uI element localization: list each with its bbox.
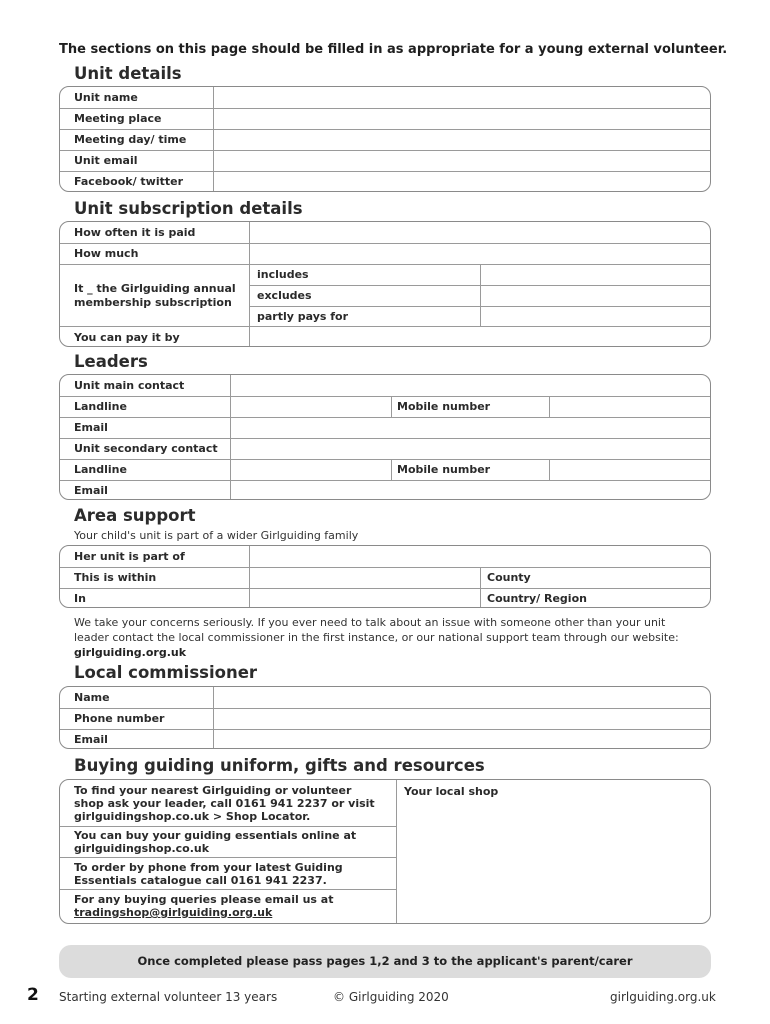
secondary-contact-label: Unit secondary contact xyxy=(74,442,218,455)
meeting-day-label: Meeting day/ time xyxy=(74,133,187,146)
unit-name-row[interactable] xyxy=(60,87,710,108)
unit-details-table xyxy=(59,86,711,192)
concerns-paragraph: We take your concerns seriously. If you ever need to talk about an issue with someone other than your unit leader contact the local commissioner in the first instance, or our national support team through our website: girlguiding.org.uk xyxy=(74,616,679,659)
website-link[interactable]: girlguiding.org.uk xyxy=(74,646,187,659)
trading-email-link[interactable]: tradingshop@girlguiding.org.uk xyxy=(74,906,273,919)
landline-label-1: Landline xyxy=(74,400,127,413)
commissioner-table xyxy=(59,686,711,749)
leaders-heading: Leaders xyxy=(74,352,148,371)
main-contact-label: Unit main contact xyxy=(74,379,185,392)
email-row-1[interactable] xyxy=(60,417,710,438)
footer-title: Starting external volunteer 13 years xyxy=(59,990,278,1004)
footer-copyright: © Girlguiding 2020 xyxy=(333,990,449,1004)
mobile-label-1: Mobile number xyxy=(397,400,491,413)
facebook-row[interactable] xyxy=(60,171,710,192)
within-label: This is within xyxy=(74,571,157,584)
local-shop-label: Your local shop xyxy=(404,785,499,798)
buying-table xyxy=(59,779,711,924)
unit-email-label: Unit email xyxy=(74,154,138,167)
county-label: County xyxy=(487,571,531,584)
order-by-phone-text: To order by phone from your latest Guiding Essentials catalogue call 0161 941 2237. xyxy=(74,861,343,887)
includes-option[interactable]: includes xyxy=(257,268,309,281)
unit-name-label: Unit name xyxy=(74,91,138,104)
country-region-label: Country/ Region xyxy=(487,592,587,605)
commissioner-email-label: Email xyxy=(74,733,108,746)
meeting-day-row[interactable] xyxy=(60,129,710,150)
landline-label-2: Landline xyxy=(74,463,127,476)
subscription-table xyxy=(59,221,711,347)
footer-website[interactable]: girlguiding.org.uk xyxy=(610,990,716,1004)
commissioner-name-label: Name xyxy=(74,691,110,704)
pay-by-row[interactable] xyxy=(60,326,710,347)
in-label: In xyxy=(74,592,86,605)
membership-row xyxy=(60,264,710,326)
area-support-subtitle: Your child's unit is part of a wider Girlguiding family xyxy=(74,529,359,542)
find-shop-text: To find your nearest Girlguiding or volunteer shop ask your leader, call 0161 941 2237 or visit girlguidingshop.co.uk > Shop Locator. xyxy=(74,784,375,823)
leaders-table xyxy=(59,374,711,500)
landline-row-1[interactable] xyxy=(60,396,710,417)
mobile-label-2: Mobile number xyxy=(397,463,491,476)
subscription-heading: Unit subscription details xyxy=(74,199,303,218)
email-label-2: Email xyxy=(74,484,108,497)
local-shop-field[interactable] xyxy=(397,802,710,923)
how-often-label: How often it is paid xyxy=(74,226,196,239)
partly-pays-option[interactable]: partly pays for xyxy=(257,310,349,323)
email-row-2[interactable] xyxy=(60,480,710,500)
completion-banner: Once completed please pass pages 1,2 and 3 to the applicant's parent/carer xyxy=(59,945,711,978)
email-label-1: Email xyxy=(74,421,108,434)
within-row[interactable] xyxy=(60,567,710,588)
main-contact-row[interactable] xyxy=(60,375,710,396)
commissioner-email-row[interactable] xyxy=(60,729,710,749)
in-row[interactable] xyxy=(60,588,710,608)
part-of-row[interactable] xyxy=(60,546,710,567)
excludes-option[interactable]: excludes xyxy=(257,289,312,302)
area-support-heading: Area support xyxy=(74,506,196,525)
meeting-place-row[interactable] xyxy=(60,108,710,129)
commissioner-heading: Local commissioner xyxy=(74,663,258,682)
unit-email-row[interactable] xyxy=(60,150,710,171)
landline-row-2[interactable] xyxy=(60,459,710,480)
membership-label: It _ the Girlguiding annual membership subscription xyxy=(74,282,236,309)
how-much-row[interactable] xyxy=(60,243,710,264)
intro-text: The sections on this page should be filled in as appropriate for a young external volunteer. xyxy=(59,42,728,57)
unit-details-heading: Unit details xyxy=(74,64,182,83)
facebook-label: Facebook/ twitter xyxy=(74,175,184,188)
buying-heading: Buying guiding uniform, gifts and resources xyxy=(74,756,485,775)
how-much-label: How much xyxy=(74,247,139,260)
buy-online-text: You can buy your guiding essentials online at girlguidingshop.co.uk xyxy=(74,829,357,855)
secondary-contact-row[interactable] xyxy=(60,438,710,459)
commissioner-phone-row[interactable] xyxy=(60,708,710,729)
commissioner-name-row[interactable] xyxy=(60,687,710,708)
page-number: 2 xyxy=(27,985,39,1005)
meeting-place-label: Meeting place xyxy=(74,112,162,125)
commissioner-phone-label: Phone number xyxy=(74,712,165,725)
area-support-table xyxy=(59,545,711,608)
buying-queries-text: For any buying queries please email us at tradingshop@girlguiding.org.uk xyxy=(74,893,334,919)
part-of-label: Her unit is part of xyxy=(74,550,185,563)
pay-by-label: You can pay it by xyxy=(74,331,180,344)
how-often-row[interactable] xyxy=(60,222,710,243)
